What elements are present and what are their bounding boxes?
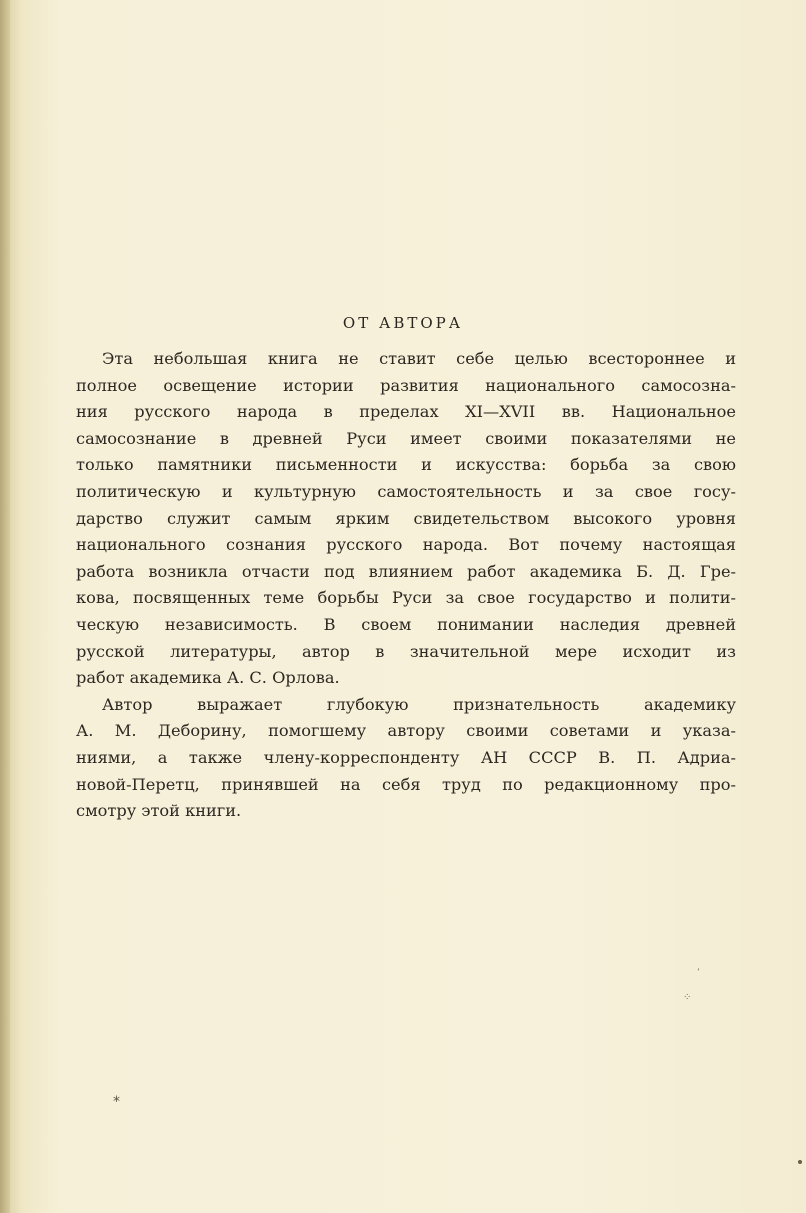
paragraph-2 [76, 692, 736, 825]
text-block [76, 346, 736, 825]
text-line: работа возникла отчасти под влиянием работ академика Б. Д. Гре- [76, 561, 736, 581]
text-line: самосознание в древней Руси имеет своими показателями не [76, 428, 736, 448]
edge-speck [798, 1160, 802, 1164]
text-line: русской литературы, автор в значительной мере исходит из [76, 641, 736, 661]
text-line: работ академика А. С. Орлова. [76, 668, 340, 688]
text-line: ческую независимость. В своем понимании наследия древней [76, 614, 736, 634]
text-line: только памятники письменности и искусства: борьба за свою [76, 455, 736, 475]
text-line: политическую и культурную самостоятельность и за свое госу- [76, 481, 736, 501]
page-title: ОТ АВТОРА [342, 314, 464, 332]
paragraph-1 [76, 346, 736, 692]
text-line: А. М. Деборину, помогшему автору своими советами и указа- [76, 721, 736, 741]
text-line: национального сознания русского народа. Вот почему настоящая [76, 535, 736, 555]
ink-speck: ʼ [697, 968, 700, 978]
text-line: смотру этой книги. [76, 801, 242, 821]
text-line: новой-Перетц, принявшей на себя труд по редакционному про- [76, 774, 736, 794]
text-line: Автор выражает глубокую признательность академику [102, 694, 736, 714]
ink-speck: ⁘ [683, 992, 692, 1003]
text-line: Эта небольшая книга не ставит себе целью всестороннее и [102, 349, 736, 368]
text-line: полное освещение истории развития национального самосозна- [76, 375, 736, 395]
ink-speck: * [113, 1094, 120, 1110]
text-line: ния русского народа в пределах XI—XVII вв. Национальное [76, 402, 736, 422]
text-line: кова, посвященных теме борьбы Руси за свое государство и полити- [76, 588, 736, 608]
text-line: ниями, а также члену-корреспонденту АН СССР В. П. Адриа- [76, 747, 736, 767]
text-line: дарство служит самым ярким свидетельством высокого уровня [76, 508, 736, 528]
binding-edge [0, 0, 10, 1213]
